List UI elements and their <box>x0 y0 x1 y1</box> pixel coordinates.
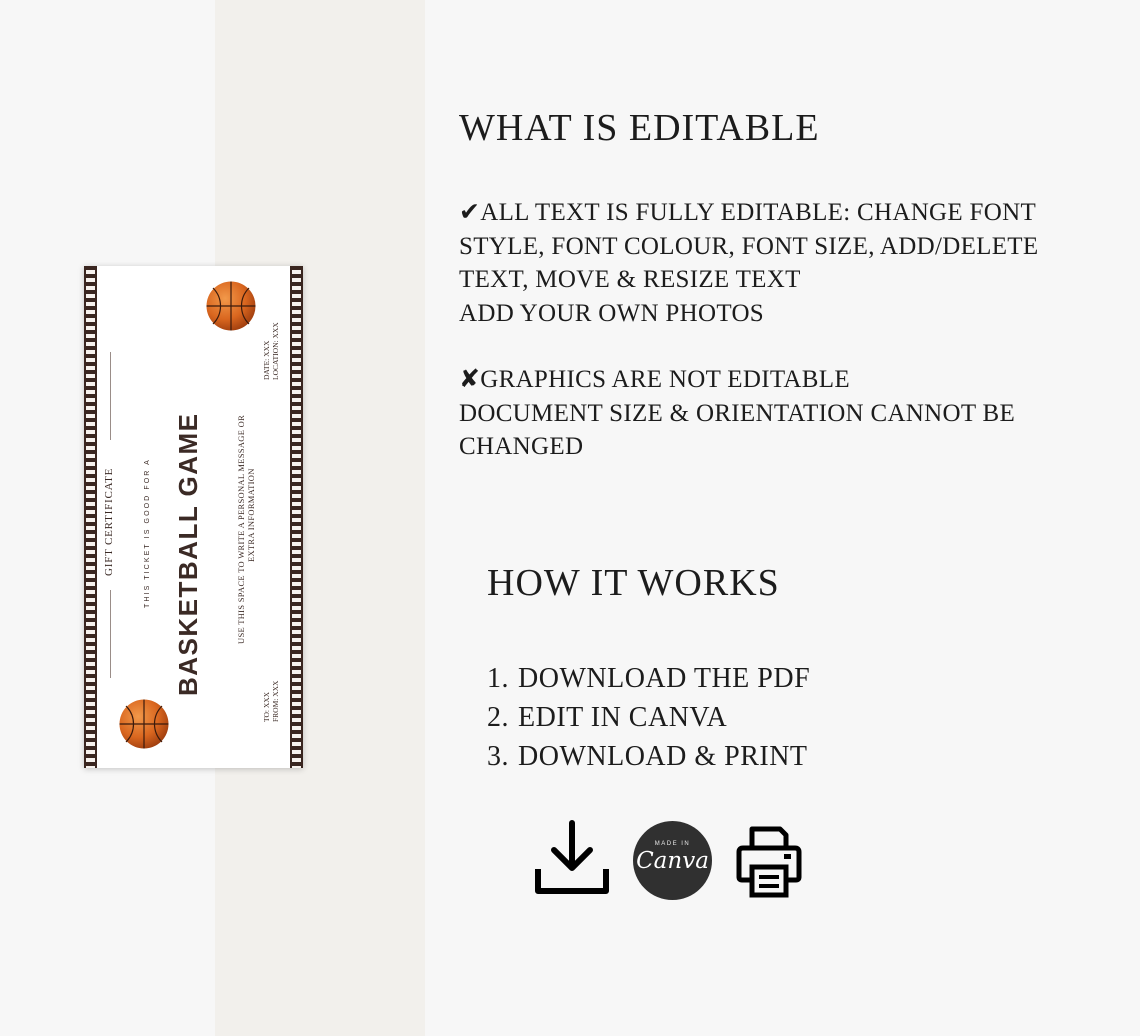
ticket-rule-top <box>110 352 111 440</box>
step-item: 1. DOWNLOAD THE PDF <box>487 663 811 694</box>
ticket-from: FROM: XXX <box>271 680 280 722</box>
download-icon <box>532 819 612 897</box>
how-it-works-heading: HOW IT WORKS <box>487 562 780 604</box>
canva-badge-icon <box>633 821 712 900</box>
ticket-preview <box>84 266 303 768</box>
ticket-message-line1: USE THIS SPACE TO WRITE A PERSONAL MESSAGE OR <box>236 414 246 644</box>
ticket-to: TO: XXX <box>262 691 271 722</box>
ticket-border-right <box>290 266 303 768</box>
editable-list <box>459 195 1099 330</box>
ticket-rule-bottom <box>110 590 111 678</box>
editable-heading: WHAT IS EDITABLE <box>459 107 820 149</box>
editable-line: TEXT, MOVE & RESIZE TEXT <box>459 266 801 293</box>
editable-line: ✔ALL TEXT IS FULLY EDITABLE: CHANGE FONT <box>459 197 1037 226</box>
ticket-message-line2: EXTRA INFORMATION <box>246 468 256 562</box>
editable-line: ADD YOUR OWN PHOTOS <box>459 299 765 327</box>
steps-list <box>487 659 810 776</box>
ticket-good-for-text: THIS TICKET IS GOOD FOR A <box>144 458 151 608</box>
gift-certificate-label: GIFT CERTIFICATE <box>103 467 115 576</box>
basketball-icon <box>118 698 170 750</box>
cross-mark-icon: ✘ <box>459 364 481 393</box>
ticket-date: DATE: XXX <box>262 340 271 380</box>
basketball-icon <box>205 280 257 332</box>
ticket-location: LOCATION: XXX <box>271 322 280 380</box>
not-editable-line: CHANGED <box>459 433 584 460</box>
not-editable-line: DOCUMENT SIZE & ORIENTATION CANNOT BE <box>459 399 1016 427</box>
ticket-border-left <box>84 266 97 768</box>
printer-icon <box>735 823 803 899</box>
ticket-event-title: BASKETBALL GAME <box>173 412 203 696</box>
not-editable-line: ✘GRAPHICS ARE NOT EDITABLE <box>459 364 850 393</box>
check-mark-icon: ✔ <box>459 197 481 226</box>
not-editable-list <box>459 362 1099 464</box>
step-item: 2. EDIT IN CANVA <box>487 702 728 733</box>
canva-logo-text: Canva <box>636 848 709 874</box>
canva-made-in-text: MADE IN <box>654 841 691 847</box>
editable-line: STYLE, FONT COLOUR, FONT SIZE, ADD/DELETE <box>459 232 1039 260</box>
step-item: 3. DOWNLOAD & PRINT <box>487 741 808 772</box>
